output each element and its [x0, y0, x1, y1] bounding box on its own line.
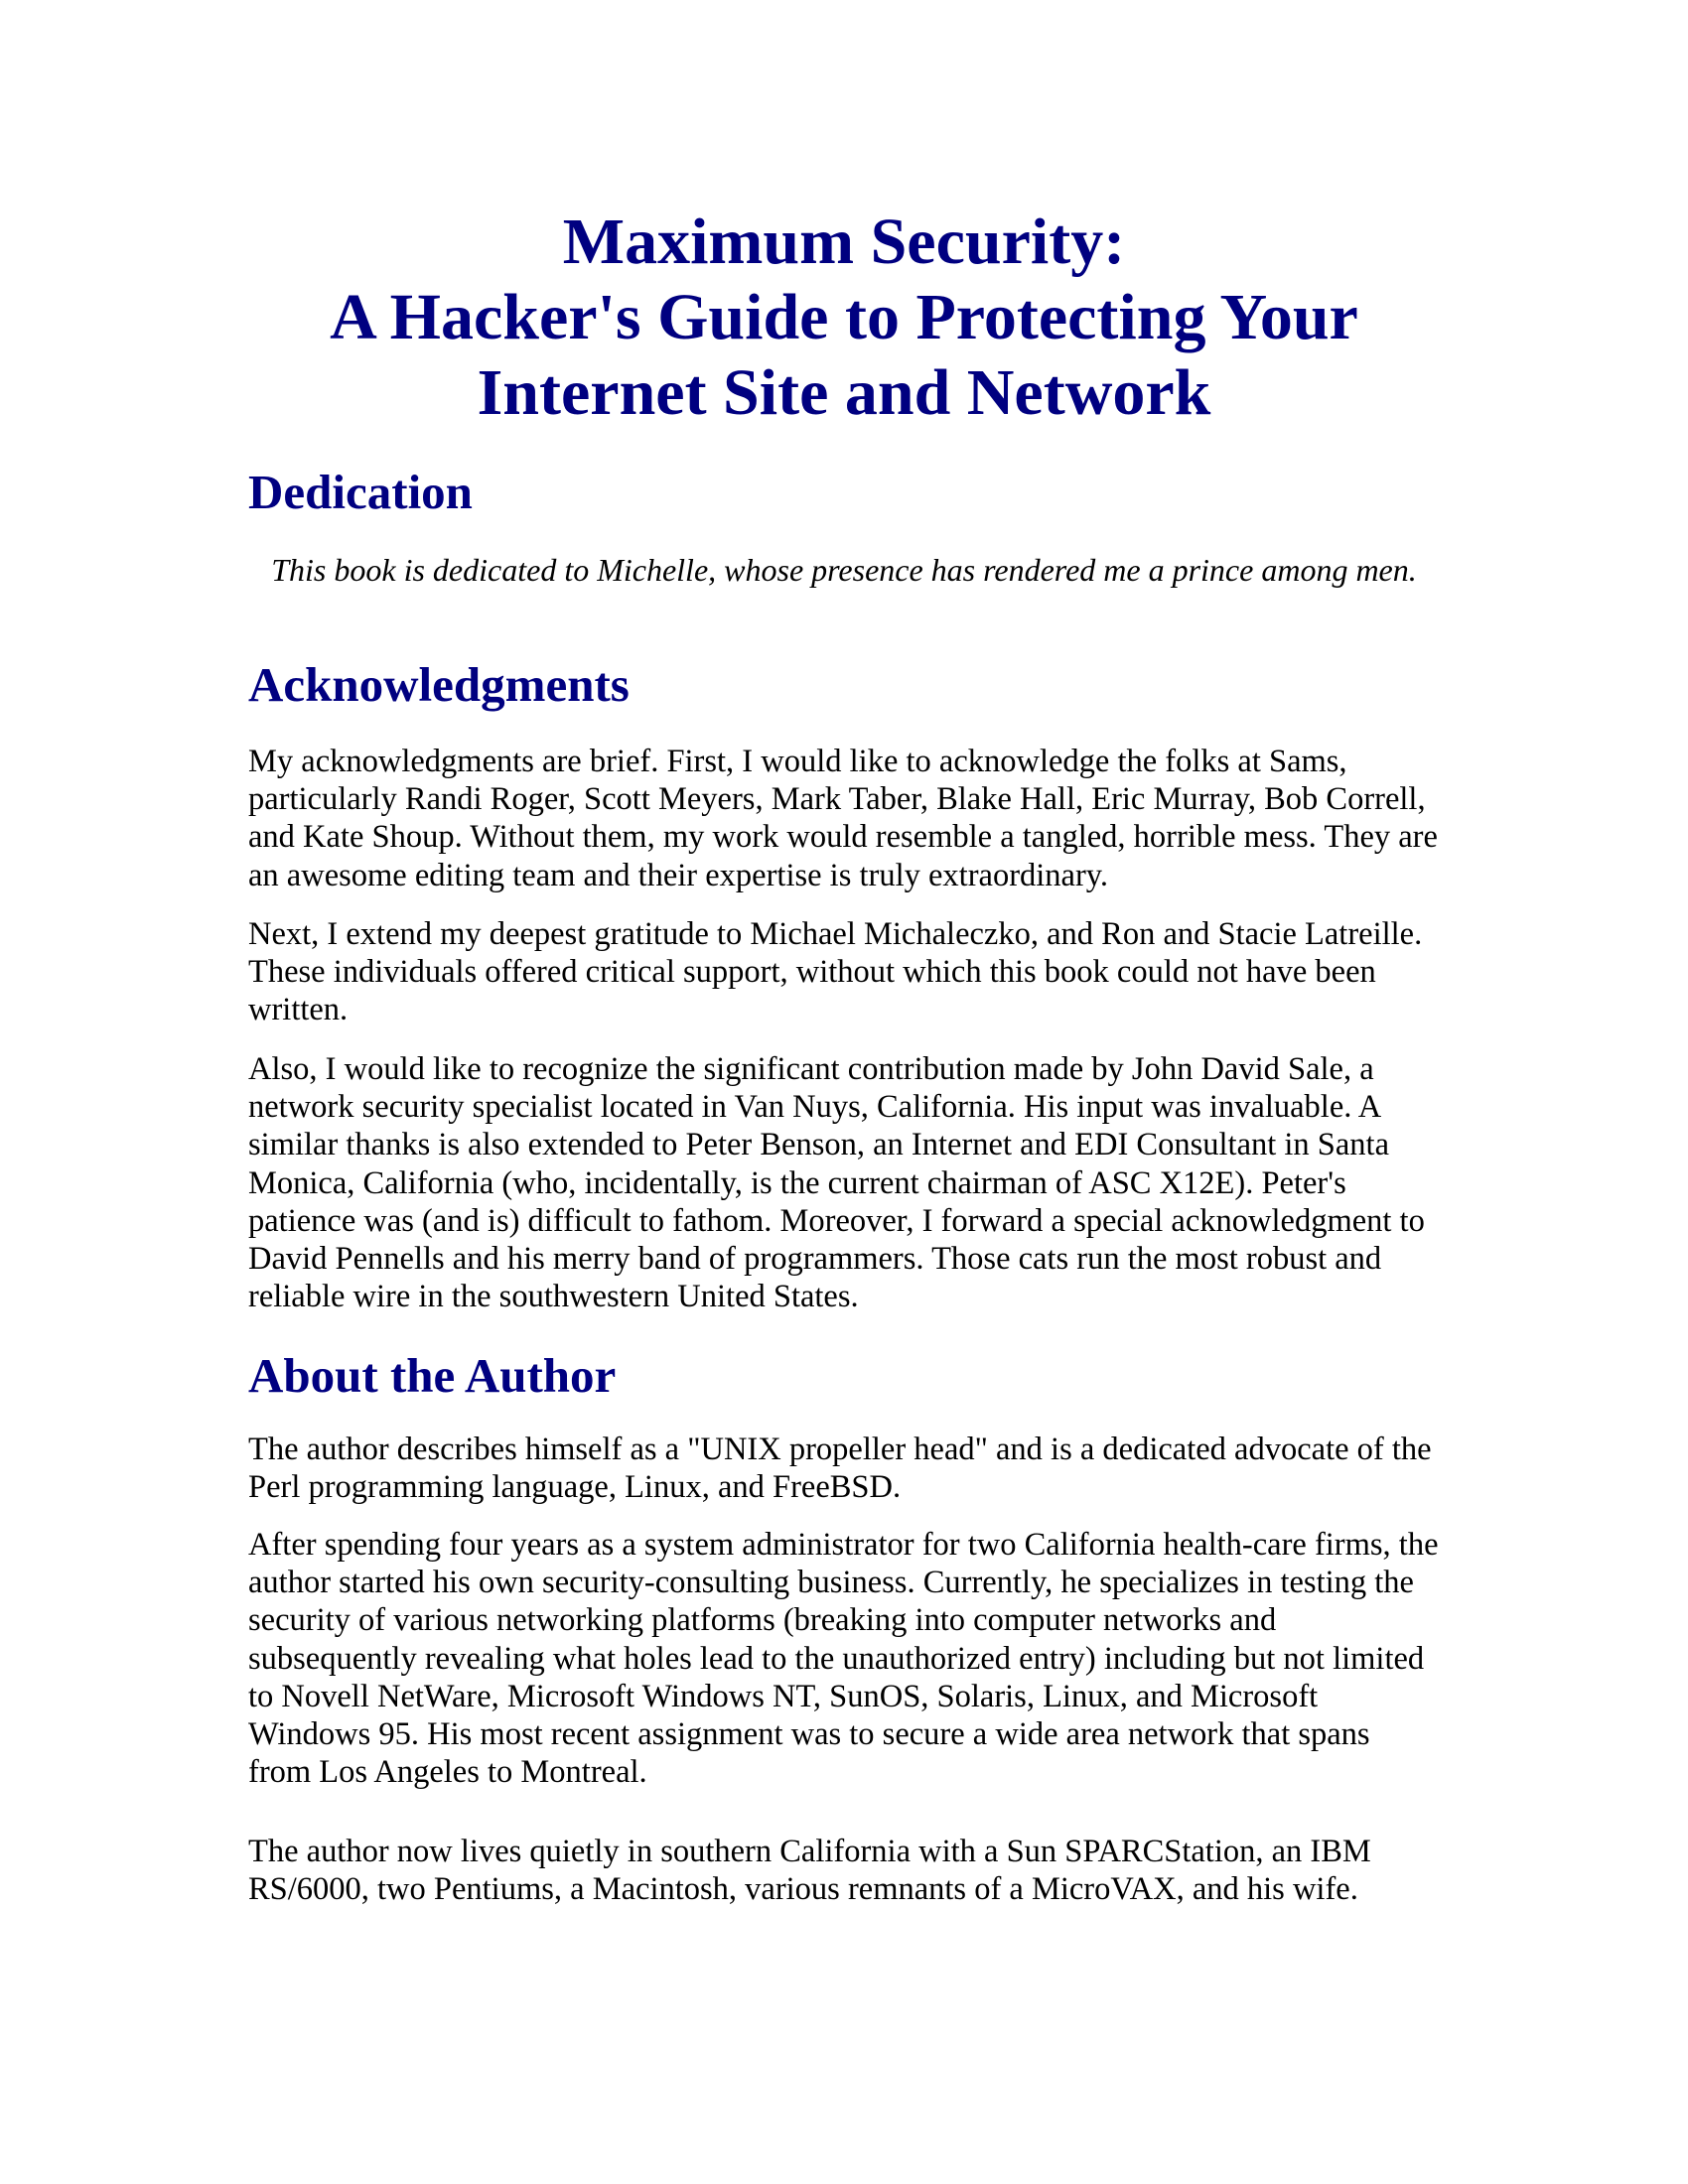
dedication-heading: Dedication — [248, 465, 473, 519]
about-author-paragraph-1: The author describes himself as a "UNIX propeller head" and is a dedicated advocate of the Perl programming language, Linux, and FreeBSD. — [248, 1432, 1432, 1506]
about-author-paragraph-2: After spending four years as a system administrator for two California health-care firms, the author started his own security-consulting business. Currently, he specializes in testing the security of various networking platforms (breaking into computer networks and subsequently revealing what holes lead to the unauthorized entry) including but not limited to Novell NetWare, Microsoft Windows NT, SunOS, Solaris, Linux, and Microsoft Windows 95. His most recent assignment was to secure a wide area network that spans from Los Angeles to Montreal. — [248, 1527, 1439, 1791]
acknowledgments-heading: Acknowledgments — [248, 657, 630, 712]
title-line-1: Maximum Security: — [562, 205, 1126, 278]
book-title — [248, 205, 1440, 431]
dedication-text: This book is dedicated to Michelle, whose presence has rendered me a prince among men. — [271, 552, 1417, 588]
acknowledgments-paragraph-2: Next, I extend my deepest gratitude to Michael Michaleczko, and Ron and Stacie Latreille. These individuals offered critical support, without which this book could not have been written. — [248, 916, 1423, 1028]
about-author-paragraph-3: The author now lives quietly in southern California with a Sun SPARCStation, an IBM RS/6000, two Pentiums, a Macintosh, various remnants of a MicroVAX, and his wife. — [248, 1834, 1371, 1908]
about-author-heading: About the Author — [248, 1348, 617, 1403]
title-line-2: A Hacker's Guide to Protecting Your — [330, 281, 1358, 353]
acknowledgments-paragraph-1: My acknowledgments are brief. First, I would like to acknowledge the folks at Sams, particularly Randi Roger, Scott Meyers, Mark Taber, Blake Hall, Eric Murray, Bob Correll, and Kate Shoup. Without them, my work would resemble a tangled, horrible mess. They are an awesome editing team and their expertise is truly extraordinary. — [248, 744, 1438, 893]
title-line-3: Internet Site and Network — [477, 356, 1211, 429]
acknowledgments-paragraph-3: Also, I would like to recognize the significant contribution made by John David Sale, a network security specialist located in Van Nuys, California. His input was invaluable. A similar thanks is also extended to Peter Benson, an Internet and EDI Consultant in Santa Monica, California (who, incidentally, is the current chairman of ASC X12E). Peter's patience was (and is) difficult to fathom. Moreover, I forward a special acknowledgment to David Pennells and his merry band of programmers. Those cats run the most robust and reliable wire in the southwestern United States. — [248, 1051, 1425, 1315]
